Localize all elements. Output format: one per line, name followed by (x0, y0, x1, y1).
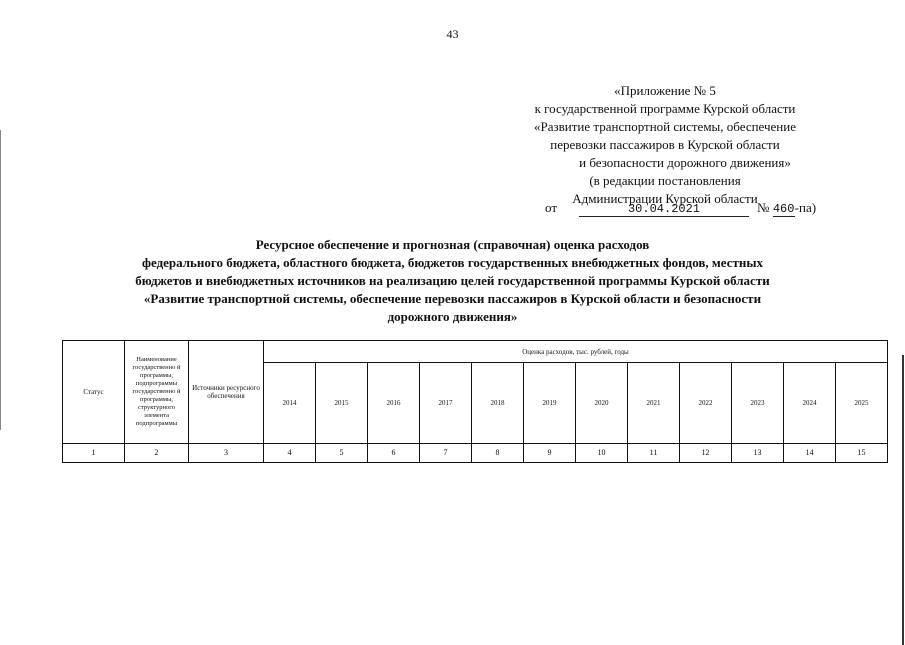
scan-edge-right (902, 355, 904, 645)
resolution-date: 30.04.2021 (579, 203, 749, 217)
appendix-line: и безопасности дорожного движения» (579, 155, 791, 170)
year-header: 2021 (628, 363, 680, 444)
year-header: 2022 (680, 363, 732, 444)
appendix-line: перевозки пассажиров в Курской области (550, 137, 780, 152)
year-header: 2024 (784, 363, 836, 444)
scan-edge-left (0, 130, 1, 430)
year-header: 2017 (420, 363, 472, 444)
column-number-cell: 2 (125, 444, 189, 463)
column-number-cell: 10 (576, 444, 628, 463)
column-number-cell: 3 (189, 444, 264, 463)
number-prefix: № (757, 200, 770, 215)
column-number-cell: 8 (472, 444, 524, 463)
title-line: федерального бюджета, областного бюджета, бюджетов государственных внебюджетных фондов, местных (141, 255, 764, 270)
appendix-header (500, 82, 830, 208)
resource-table (62, 340, 888, 463)
appendix-line: к государственной программе Курской области (534, 101, 796, 116)
year-header: 2023 (732, 363, 784, 444)
expense-group-header: Оценка расходов, тыс. рублей, годы (264, 341, 888, 363)
column-number-cell: 7 (420, 444, 472, 463)
program-name-header: Наименование государственно й программы, подпрограммы государственно й программы, структурного элемента подпрограммы (125, 341, 189, 444)
resolution-number: 460 (772, 202, 795, 216)
document-title (40, 236, 865, 326)
column-number-cell: 12 (680, 444, 732, 463)
appendix-line: (в редакции постановления (589, 173, 741, 188)
column-number-cell: 4 (264, 444, 316, 463)
year-header: 2019 (524, 363, 576, 444)
resolution-date-line (545, 200, 845, 217)
column-number-cell: 6 (368, 444, 420, 463)
year-header: 2025 (836, 363, 888, 444)
page-number: 43 (446, 27, 459, 41)
appendix-line: Администрации Курской области (572, 191, 758, 206)
title-line: бюджетов и внебюджетных источников на реализацию целей государственной программы Курской области (135, 273, 770, 288)
year-header: 2020 (576, 363, 628, 444)
column-number-cell: 5 (316, 444, 368, 463)
column-number-cell: 1 (63, 444, 125, 463)
source-header: Источники ресурсного обеспечения (189, 341, 264, 444)
appendix-line: «Приложение № 5 (614, 83, 716, 98)
year-header: 2015 (316, 363, 368, 444)
year-header: 2016 (368, 363, 420, 444)
column-number-cell: 9 (524, 444, 576, 463)
title-line: Ресурсное обеспечение и прогнозная (справочная) оценка расходов (255, 237, 650, 252)
year-header: 2014 (264, 363, 316, 444)
column-number-cell: 15 (836, 444, 888, 463)
title-line: дорожного движения» (387, 309, 518, 324)
column-number-cell: 13 (732, 444, 784, 463)
column-number-cell: 11 (628, 444, 680, 463)
column-number-cell: 14 (784, 444, 836, 463)
appendix-line: «Развитие транспортной системы, обеспечение (534, 119, 796, 134)
status-header: Статус (63, 341, 125, 444)
title-line: «Развитие транспортной системы, обеспечение перевозки пассажиров в Курской области и безопасности (143, 291, 762, 306)
date-prefix: от (545, 200, 558, 215)
number-suffix: -па) (794, 200, 817, 215)
year-header: 2018 (472, 363, 524, 444)
